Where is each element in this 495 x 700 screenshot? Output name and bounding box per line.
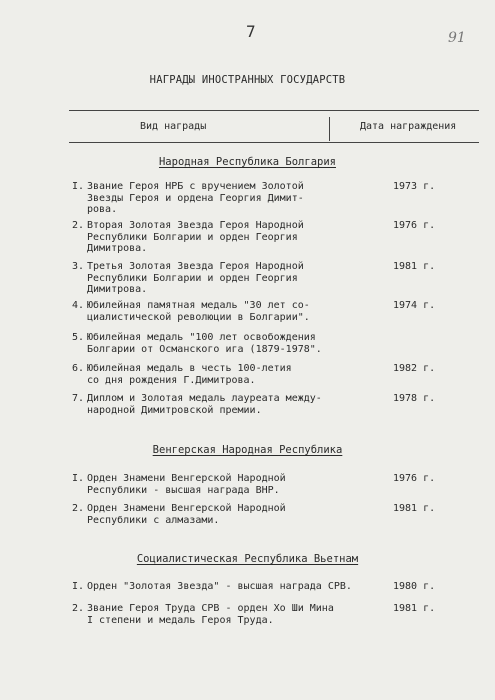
item-number: I.	[71, 581, 84, 592]
item-text: Звание Героя Труда СРВ - орден Хо Ши Мина I степени и медаль Героя Труда.	[87, 603, 334, 626]
item-number: I.	[71, 473, 84, 484]
item-number: 2.	[71, 220, 84, 231]
item-text: Орден Знамени Венгерской Народной Республики с алмазами.	[87, 503, 286, 526]
item-text: Орден "Золотая Звезда" - высшая награда СРВ.	[87, 581, 352, 592]
section-title-vietnam: Социалистическая Республика Вьетнам	[136, 553, 359, 565]
item-number: 7.	[71, 393, 84, 404]
item-number: I.	[71, 181, 84, 192]
item-text: Вторая Золотая Звезда Героя Народной Республики Болгарии и орден Георгия Димитрова.	[87, 220, 304, 254]
item-date: 1976 г.	[393, 220, 436, 231]
item-text: Третья Золотая Звезда Героя Народной Республики Болгарии и орден Георгия Димитрова.	[87, 261, 304, 295]
item-number: 5.	[71, 332, 84, 343]
item-date: 1980 г.	[393, 581, 436, 592]
item-date: 1973 г.	[393, 181, 436, 192]
item-text: Юбилейная медаль в честь 100-летия со дня рождения Г.Димитрова.	[87, 363, 292, 386]
item-text: Диплом и Золотая медаль лауреата между- народной Димитровской премии.	[87, 393, 322, 416]
table-header-rule	[69, 142, 479, 143]
item-number: 6.	[71, 363, 84, 374]
item-date: 1978 г.	[393, 393, 436, 404]
item-number: 2.	[71, 603, 84, 614]
column-header-award: Вид награды	[140, 121, 207, 132]
table-top-rule	[69, 110, 479, 111]
item-text: Орден Знамени Венгерской Народной Республики - высшая награда ВНР.	[87, 473, 286, 496]
column-separator	[329, 117, 330, 141]
item-date: 1974 г.	[393, 300, 436, 311]
handwritten-mark: 7	[246, 22, 256, 41]
item-date: 1981 г.	[393, 261, 436, 272]
item-date: 1982 г.	[393, 363, 436, 374]
column-header-date: Дата награждения	[360, 121, 457, 132]
section-title-bulgaria: Народная Республика Болгария	[158, 156, 336, 168]
item-text: Звание Героя НРБ с вручением Золотой Звезды Героя и ордена Георгия Димит- рова.	[87, 181, 304, 215]
page-title: НАГРАДЫ ИНОСТРАННЫХ ГОСУДАРСТВ	[149, 74, 346, 86]
item-date: 1981 г.	[393, 503, 436, 514]
item-date: 1976 г.	[393, 473, 436, 484]
folio-number: 91	[448, 30, 466, 46]
item-text: Юбилейная памятная медаль "30 лет со- циалистической революции в Болгарии".	[87, 300, 310, 323]
item-number: 4.	[71, 300, 84, 311]
item-number: 2.	[71, 503, 84, 514]
item-number: 3.	[71, 261, 84, 272]
item-date: 1981 г.	[393, 603, 436, 614]
item-text: Юбилейная медаль "100 лет освобождения Болгарии от Османского ига (1879-1978".	[87, 332, 322, 355]
section-title-hungary: Венгерская Народная Республика	[152, 444, 343, 456]
